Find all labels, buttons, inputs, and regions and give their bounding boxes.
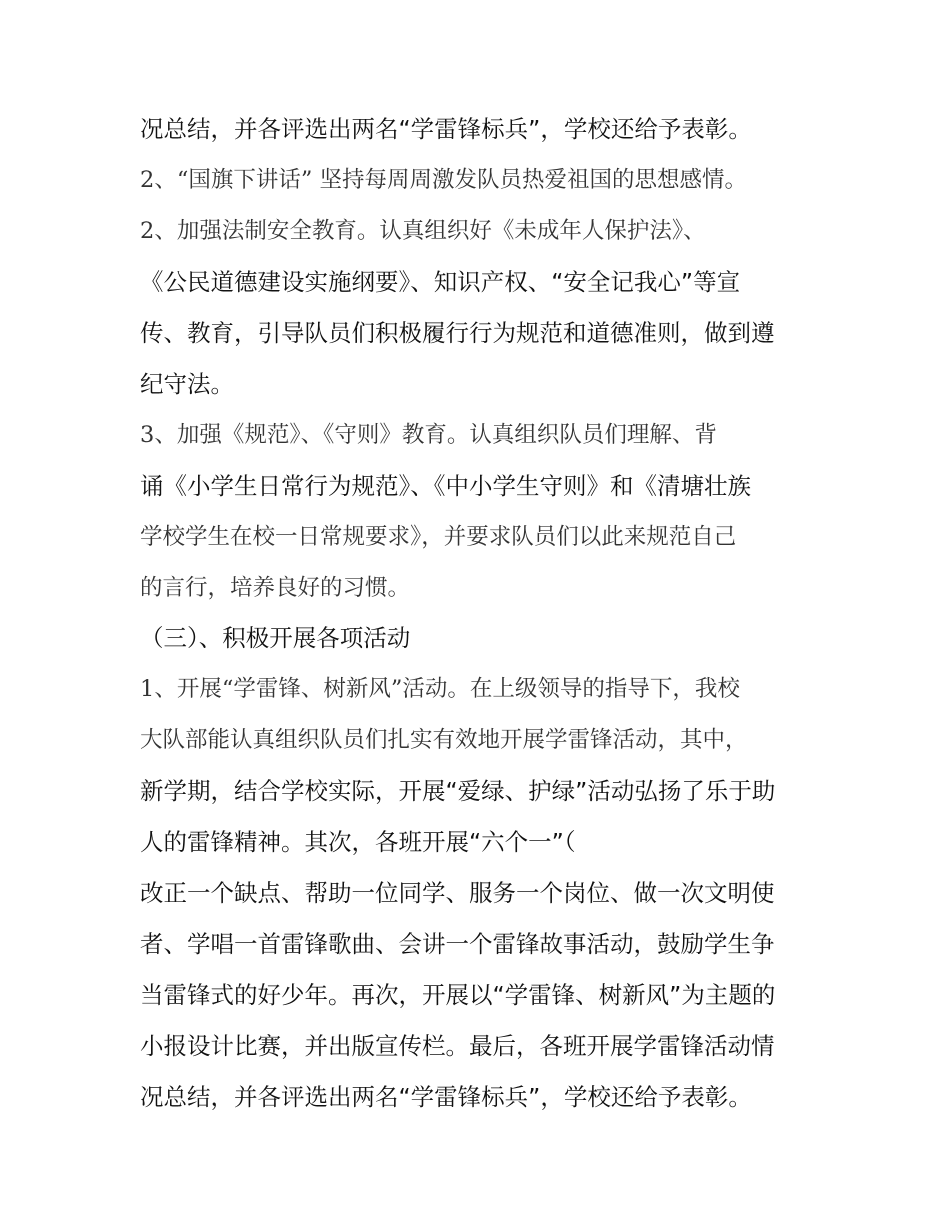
text-line-14: 新学期，结合学校实际，开展“爱绿、护绿”活动弘扬了乐于助 bbox=[140, 777, 776, 805]
text-line-8: 诵《小学生日常行为规范》、《中小学生守则》和《清塘壮族 bbox=[140, 472, 751, 500]
text-line-3: 2、加强法制安全教育。认真组织好《未成年人保护法》、 bbox=[140, 218, 706, 244]
text-line-7: 3、加强《规范》、《守则》教育。认真组织队员们理解、背 bbox=[140, 422, 717, 448]
text-line-5: 传、教育，引导队员们积极履行行为规范和道德准则，做到遵 bbox=[140, 319, 775, 347]
text-line-10: 的言行，培养良好的习惯。 bbox=[140, 575, 411, 601]
text-line-15: 人的雷锋精神。其次，各班开展“六个一”（ bbox=[140, 828, 576, 856]
text-line-2: 2、“国旗下讲话” 坚持每周周激发队员热爱祖国的思想感情。 bbox=[140, 167, 747, 193]
text-line-20: 况总结，并各评选出两名“学雷锋标兵”，学校还给予表彰。 bbox=[140, 1083, 752, 1111]
text-line-13: 大队部能认真组织队员们扎实有效地开展学雷锋活动，其中， bbox=[140, 727, 748, 753]
text-line-19: 小报设计比赛，并出版宣传栏。最后，各班开展学雷锋活动情 bbox=[140, 1032, 775, 1060]
text-line-1: 况总结，并各评选出两名“学雷锋标兵”，学校还给予表彰。 bbox=[140, 115, 752, 143]
section-heading: （三）、积极开展各项活动 bbox=[140, 624, 411, 652]
text-line-6: 纪守法。 bbox=[140, 370, 234, 398]
text-line-4: 《公民道德建设实施纲要》、知识产权、“安全记我心”等宣 bbox=[140, 268, 741, 296]
text-line-18: 当雷锋式的好少年。再次，开展以“学雷锋、树新风”为主题的 bbox=[140, 981, 776, 1009]
text-line-12: 1、开展“学雷锋、树新风”活动。在上级领导的指导下，我校 bbox=[140, 676, 740, 702]
text-line-9: 学校学生在校一日常规要求》，并要求队员们以此来规范自己 bbox=[140, 524, 737, 550]
text-line-17: 者、学唱一首雷锋歌曲、会讲一个雷锋故事活动，鼓励学生争 bbox=[140, 930, 775, 958]
text-line-16: 改正一个缺点、帮助一位同学、服务一个岗位、做一次文明使 bbox=[140, 879, 775, 907]
